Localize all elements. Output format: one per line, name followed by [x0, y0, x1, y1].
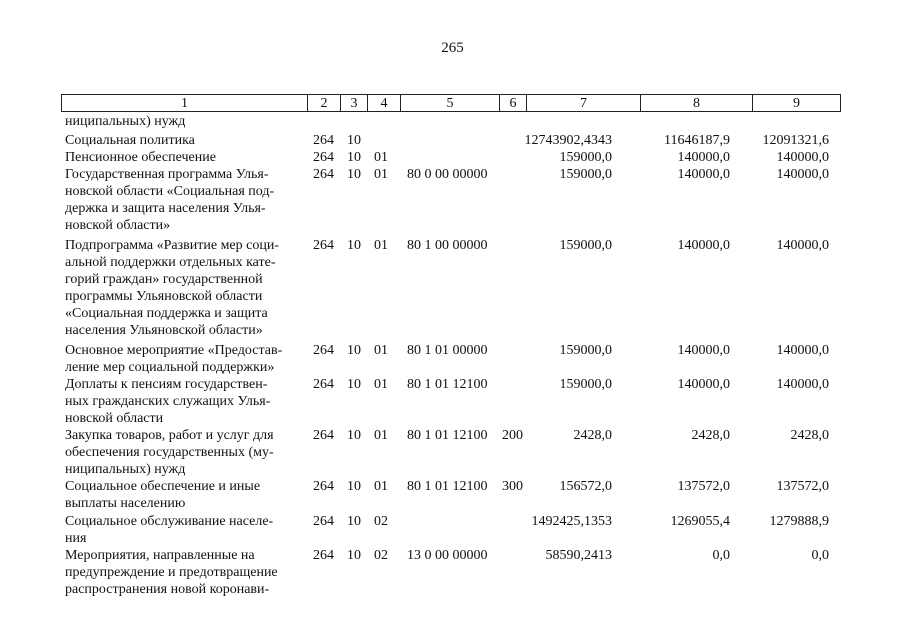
cell-c2: 264 [313, 377, 334, 392]
cell-c6: 300 [502, 479, 523, 494]
cell-c4: 02 [374, 514, 388, 529]
cell-c2: 264 [313, 514, 334, 529]
header-col-5: 5 [401, 95, 500, 111]
row-name-line: новской области [65, 411, 164, 426]
cell-c4: 01 [374, 150, 388, 165]
cell-c4: 02 [374, 548, 388, 563]
cell-c2: 264 [313, 150, 334, 165]
cell-c5: 80 1 01 00000 [407, 343, 488, 358]
row-name-line: ных гражданских служащих Улья- [65, 394, 271, 409]
cell-c7: 159000,0 [559, 167, 612, 182]
page-number: 265 [441, 40, 464, 56]
cell-c7: 12743902,4343 [524, 133, 612, 148]
cell-c9: 140000,0 [776, 150, 829, 165]
cell-c7: 58590,2413 [545, 548, 612, 563]
cell-c7: 159000,0 [559, 343, 612, 358]
cell-c8: 140000,0 [677, 343, 730, 358]
cell-c3: 10 [347, 377, 361, 392]
table-header [61, 94, 841, 112]
cell-c7: 1492425,1353 [531, 514, 612, 529]
row-name [65, 478, 301, 512]
cell-c4: 01 [374, 428, 388, 443]
row-name-line: новской области» [65, 218, 171, 233]
cell-c4: 01 [374, 479, 388, 494]
cell-c2: 264 [313, 479, 334, 494]
row-name-line: Подпрограмма «Развитие мер соци- [65, 238, 280, 253]
row-name [65, 132, 301, 149]
cell-c9: 140000,0 [776, 238, 829, 253]
header-col-4: 4 [368, 95, 401, 111]
row-name-line: Социальная политика [65, 133, 195, 148]
cell-c9: 2428,0 [790, 428, 829, 443]
header-col-3: 3 [341, 95, 368, 111]
cell-c4: 01 [374, 343, 388, 358]
cell-c2: 264 [313, 343, 334, 358]
cell-c9: 137572,0 [776, 479, 829, 494]
row-name [65, 427, 301, 478]
cell-c8: 137572,0 [677, 479, 730, 494]
row-name-line: программы Ульяновской области [65, 289, 263, 304]
cell-c3: 10 [347, 428, 361, 443]
row-name-line: ниципальных) нужд [65, 114, 186, 129]
cell-c7: 159000,0 [559, 150, 612, 165]
cell-c4: 01 [374, 238, 388, 253]
row-name [65, 342, 301, 376]
cell-c5: 80 0 00 00000 [407, 167, 488, 182]
row-name-line: выплаты населению [65, 496, 186, 511]
cell-c2: 264 [313, 133, 334, 148]
cell-c4: 01 [374, 167, 388, 182]
cell-c6: 200 [502, 428, 523, 443]
header-col-8: 8 [641, 95, 753, 111]
cell-c8: 2428,0 [691, 428, 730, 443]
cell-c3: 10 [347, 238, 361, 253]
row-name-line: Основное мероприятие «Предостав- [65, 343, 283, 358]
row-name-line: Социальное обеспечение и иные [65, 479, 261, 494]
header-col-1: 1 [62, 95, 308, 111]
row-name-line: Государственная программа Улья- [65, 167, 269, 182]
row-name-line: распространения новой коронави- [65, 582, 270, 597]
cell-c7: 156572,0 [559, 479, 612, 494]
row-name-line: Социальное обслуживание населе- [65, 514, 274, 529]
row-name [65, 513, 301, 547]
cell-c4: 01 [374, 377, 388, 392]
cell-c5: 13 0 00 00000 [407, 548, 488, 563]
cell-c3: 10 [347, 514, 361, 529]
cell-c5: 80 1 01 12100 [407, 377, 488, 392]
cell-c2: 264 [313, 238, 334, 253]
header-col-6: 6 [500, 95, 527, 111]
row-name-line: ниципальных) нужд [65, 462, 186, 477]
cell-c9: 140000,0 [776, 377, 829, 392]
cell-c3: 10 [347, 548, 361, 563]
cell-c8: 140000,0 [677, 377, 730, 392]
cell-c2: 264 [313, 428, 334, 443]
header-col-7: 7 [527, 95, 641, 111]
cell-c8: 11646187,9 [664, 133, 730, 148]
cell-c5: 80 1 01 12100 [407, 479, 488, 494]
header-col-2: 2 [308, 95, 341, 111]
cell-c3: 10 [347, 150, 361, 165]
cell-c3: 10 [347, 343, 361, 358]
row-name [65, 166, 301, 234]
cell-c7: 2428,0 [573, 428, 612, 443]
cell-c9: 0,0 [811, 548, 829, 563]
row-name-line: ния [65, 531, 87, 546]
cell-c8: 1269055,4 [670, 514, 730, 529]
row-name-line: «Социальная поддержка и защита [65, 306, 268, 321]
row-name-line: Пенсионное обеспечение [65, 150, 216, 165]
row-name-line: держка и защита населения Улья- [65, 201, 266, 216]
row-name-line: альной поддержки отдельных кате- [65, 255, 276, 270]
row-name [65, 376, 301, 427]
row-name-line: Закупка товаров, работ и услуг для [65, 428, 274, 443]
row-name-line: обеспечения государственных (му- [65, 445, 274, 460]
cell-c8: 140000,0 [677, 238, 730, 253]
cell-c8: 140000,0 [677, 167, 730, 182]
row-name [65, 113, 301, 130]
row-name-line: ление мер социальной поддержки» [65, 360, 275, 375]
header-col-9: 9 [793, 96, 800, 111]
cell-c8: 0,0 [712, 548, 730, 563]
row-name [65, 547, 301, 598]
row-name-line: Мероприятия, направленные на [65, 548, 255, 563]
cell-c9: 1279888,9 [769, 514, 829, 529]
cell-c2: 264 [313, 167, 334, 182]
row-name-line: горий граждан» государственной [65, 272, 263, 287]
cell-c9: 140000,0 [776, 343, 829, 358]
cell-c3: 10 [347, 167, 361, 182]
cell-c9: 12091321,6 [762, 133, 829, 148]
row-name-line: Доплаты к пенсиям государствен- [65, 377, 268, 392]
cell-c5: 80 1 00 00000 [407, 238, 488, 253]
row-name-line: населения Ульяновской области» [65, 323, 263, 338]
row-name [65, 149, 301, 166]
row-name [65, 237, 301, 339]
cell-c9: 140000,0 [776, 167, 829, 182]
row-name-line: новской области «Социальная под- [65, 184, 275, 199]
cell-c3: 10 [347, 133, 361, 148]
cell-c7: 159000,0 [559, 377, 612, 392]
cell-c7: 159000,0 [559, 238, 612, 253]
cell-c3: 10 [347, 479, 361, 494]
cell-c8: 140000,0 [677, 150, 730, 165]
row-name-line: предупреждение и предотвращение [65, 565, 278, 580]
cell-c2: 264 [313, 548, 334, 563]
cell-c5: 80 1 01 12100 [407, 428, 488, 443]
